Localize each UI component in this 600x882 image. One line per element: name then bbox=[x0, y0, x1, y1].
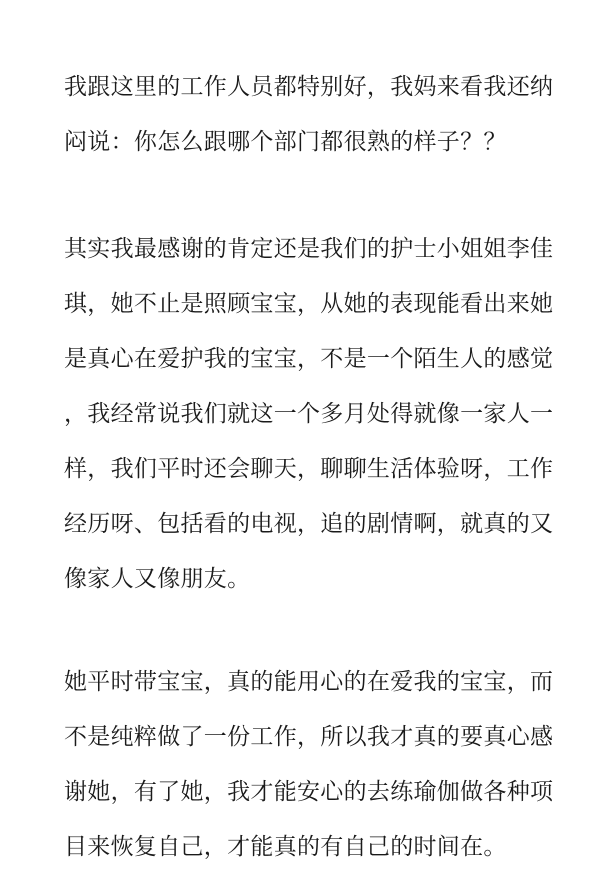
text-line: 是真心在爱护我的宝宝，不是一个陌生人的感觉 bbox=[64, 346, 554, 372]
paragraph-spacer bbox=[64, 170, 540, 222]
paragraph-1 bbox=[64, 60, 554, 170]
text-line: 谢她，有了她，我才能安心的去练瑜伽做各种项 bbox=[64, 779, 554, 805]
text-line: 样，我们平时还会聊天，聊聊生活体验呀，工作 bbox=[64, 456, 554, 482]
text-line: 我跟这里的工作人员都特别好，我妈来看我还纳 bbox=[64, 74, 554, 100]
text-line: 不是纯粹做了一份工作，所以我才真的要真心感 bbox=[64, 724, 554, 750]
paragraph-2 bbox=[64, 222, 554, 607]
text-line: 她平时带宝宝，真的能用心的在爱我的宝宝，而 bbox=[64, 669, 554, 695]
article-body bbox=[64, 60, 554, 875]
text-line: 目来恢复自己，才能真的有自己的时间在。 bbox=[64, 834, 507, 860]
text-line: 经历呀、包括看的电视，追的剧情啊，就真的又 bbox=[64, 511, 554, 537]
text-line: 其实我最感谢的肯定还是我们的护士小姐姐李佳 bbox=[64, 236, 554, 262]
text-line: 像家人又像朋友。 bbox=[64, 566, 251, 592]
text-line: ，我经常说我们就这一个多月处得就像一家人一 bbox=[64, 401, 554, 427]
paragraph-3 bbox=[64, 655, 554, 875]
text-line: 闷说：你怎么跟哪个部门都很熟的样子？？ bbox=[64, 129, 507, 155]
paragraph-spacer bbox=[64, 607, 540, 655]
text-line: 琪，她不止是照顾宝宝，从她的表现能看出来她 bbox=[64, 291, 554, 317]
